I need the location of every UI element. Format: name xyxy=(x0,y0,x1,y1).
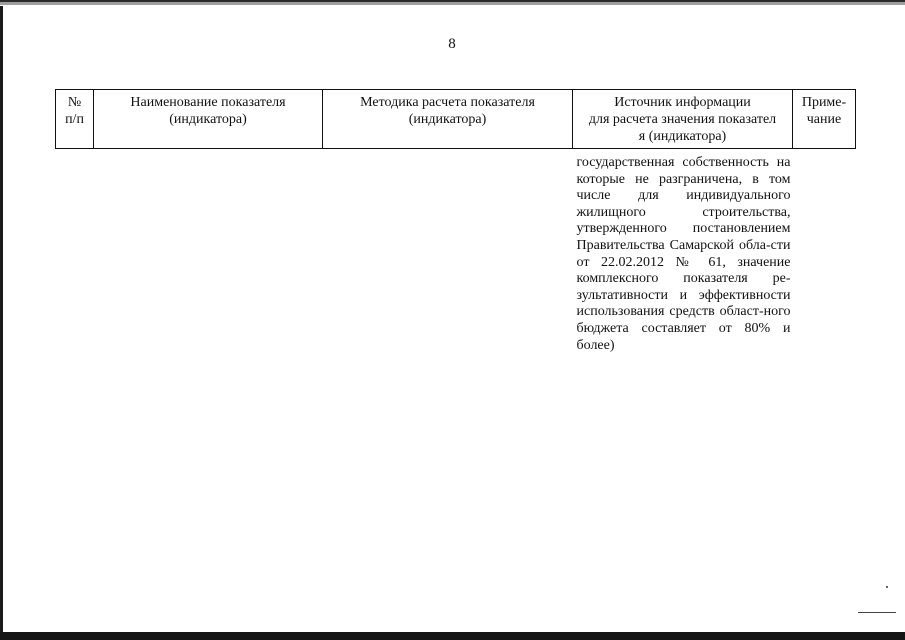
source-continuation-text: государственная собственность на которые не разграничена, в том числе для индивидуального жилищного строительства, утвержденного постановлением Правительства Самарской обла-сти от 22.02.2012 № 61, значение комплексного показателя ре-зультативности и эффективности использования средств област-ного бюджета составляет от 80% и более) xyxy=(576,155,791,353)
cell-source xyxy=(573,149,793,355)
scan-speck xyxy=(886,586,888,588)
header-source: Источник информации для расчета значения показател я (индикатора) xyxy=(573,90,793,149)
header-note: Приме- чание xyxy=(793,90,856,149)
cell-method xyxy=(323,149,573,355)
header-method: Методика расчета показателя (индикатора) xyxy=(323,90,573,149)
cell-num xyxy=(56,149,94,355)
indicator-table xyxy=(55,89,855,354)
header-num: № п/п xyxy=(56,90,94,149)
page-number: 8 xyxy=(448,36,456,52)
cell-note xyxy=(793,149,856,355)
scan-mark xyxy=(858,612,896,613)
table-header-row xyxy=(56,90,856,149)
scan-top-edge xyxy=(0,0,905,2)
scan-bottom-border xyxy=(0,632,905,640)
scan-left-edge xyxy=(0,6,3,634)
header-name: Наименование показателя (индикатора) xyxy=(94,90,323,149)
table-row xyxy=(56,149,856,355)
cell-name xyxy=(94,149,323,355)
